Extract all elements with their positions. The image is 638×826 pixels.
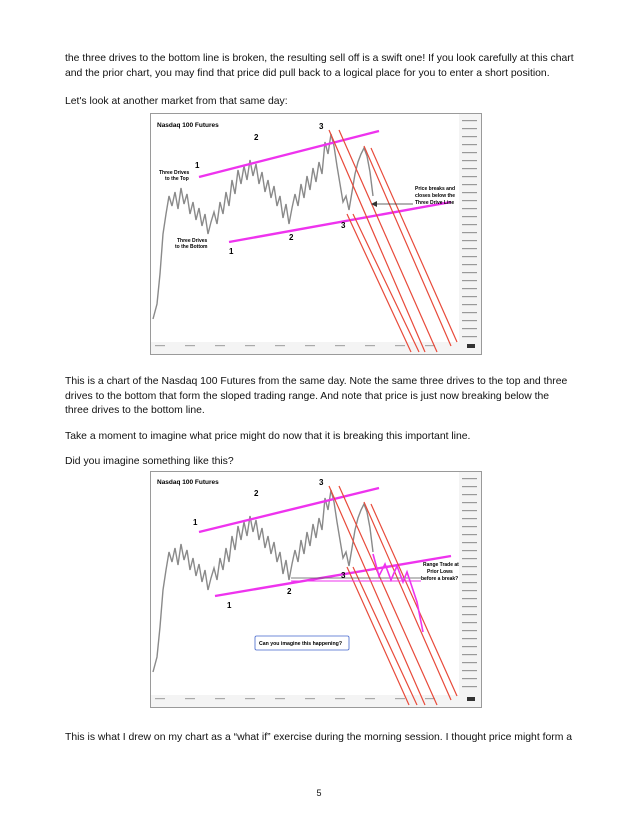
- label-bottom-2: 2: [289, 233, 294, 242]
- label-three-drives-bottom-l2: to the Bottom: [175, 244, 208, 250]
- time-axis: [151, 342, 459, 354]
- chart-title: Nasdaq 100 Futures: [157, 122, 219, 129]
- axis-corner-mark: [467, 344, 475, 348]
- label-bottom-1: 1: [229, 247, 234, 256]
- page-number: 5: [316, 788, 322, 798]
- chart-canvas-2: [151, 472, 481, 707]
- label-top-2-fig2: 2: [254, 489, 259, 498]
- label-three-drives-top-l1: Three Drives: [159, 170, 190, 176]
- chart-title-2: Nasdaq 100 Futures: [157, 479, 219, 486]
- three-drives-top-line-2: [199, 488, 379, 532]
- channel-lines: [329, 130, 457, 352]
- price-axis: [459, 114, 481, 354]
- callout-text: Can you imagine this happening?: [259, 641, 343, 647]
- chart-canvas-1: [151, 114, 481, 354]
- three-drives-bottom-line-2: [215, 556, 451, 596]
- label-top-3: 3: [319, 122, 324, 131]
- paragraph-imagine: Take a moment to imagine what price might do now that it is breaking this important line.: [65, 431, 471, 442]
- label-top-2: 2: [254, 133, 259, 142]
- label-break-l1: Price breaks and: [415, 186, 456, 192]
- break-arrowhead: [371, 201, 377, 207]
- three-drives-top-line: [199, 131, 379, 177]
- paragraph-intro: the three drives to the bottom line is broken, the resulting sell off is a swift one! If you look carefully at this chart and the prior chart, you may find that price did pull back to a logical place for you to enter a short position.: [65, 53, 574, 79]
- paragraph-another-market: Let's look at another market from that same day:: [65, 96, 288, 107]
- figure-nasdaq-three-drives: [150, 113, 482, 355]
- label-three-drives-top-l2: to the Top: [165, 176, 189, 182]
- label-bottom-3-fig2: 3: [341, 571, 346, 580]
- price-axis-2: [459, 472, 481, 707]
- label-break-l2: closes below the: [415, 193, 456, 199]
- three-drives-bottom-line: [229, 202, 451, 242]
- figure-nasdaq-what-if: [150, 471, 482, 708]
- channel-lines-2: [329, 486, 457, 705]
- label-three-drives-bottom-l1: Three Drives: [177, 238, 208, 244]
- label-range-l1: Range Trade at: [423, 562, 459, 568]
- label-top-1-fig2: 1: [193, 518, 198, 527]
- label-top-1: 1: [195, 161, 200, 170]
- label-break-l3: Three Drive Line: [415, 200, 455, 206]
- label-range-l2: Prior Lows: [427, 569, 453, 575]
- paragraph-what-if: This is what I drew on my chart as a “what if” exercise during the morning session. I thought price might form a: [65, 732, 573, 743]
- paragraph-question: Did you imagine something like this?: [65, 456, 234, 467]
- axis-corner-mark-2: [467, 697, 475, 701]
- label-bottom-3: 3: [341, 221, 346, 230]
- label-bottom-2-fig2: 2: [287, 587, 292, 596]
- label-top-3-fig2: 3: [319, 478, 324, 487]
- label-range-l3: before a break?: [421, 576, 459, 582]
- paragraph-chart-description: This is a chart of the Nasdaq 100 Futures from the same day. Note the same three drives to the top and three drives to the bottom that form the sloped trading range. And note that price is just now breaking below the three drives to the bottom line.: [65, 376, 568, 417]
- label-bottom-1-fig2: 1: [227, 601, 232, 610]
